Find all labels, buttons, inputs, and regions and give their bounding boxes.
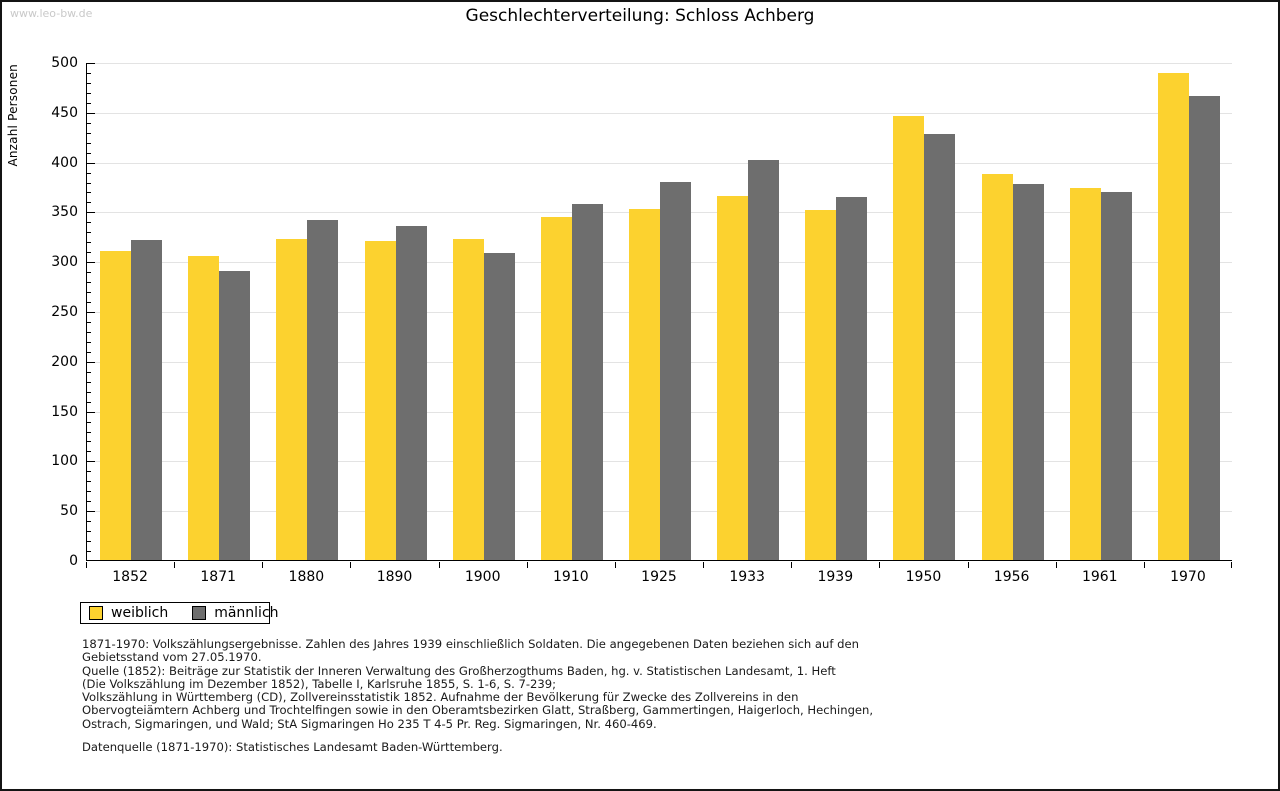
y-tick-label: 500 — [51, 55, 78, 71]
x-tick — [1144, 562, 1145, 568]
bar-männlich — [219, 271, 250, 560]
bar-group — [351, 63, 439, 560]
bar-weiblich — [717, 196, 748, 560]
watermark: www.leo-bw.de — [10, 7, 93, 20]
x-tick — [174, 562, 175, 568]
bar-group — [704, 63, 792, 560]
bar-group — [263, 63, 351, 560]
x-tick-label: 1933 — [729, 569, 765, 585]
bar-group — [1057, 63, 1145, 560]
bar-group — [969, 63, 1057, 560]
bar-männlich — [484, 253, 515, 560]
bar-männlich — [924, 134, 955, 560]
bar-weiblich — [629, 209, 660, 560]
bar-männlich — [307, 220, 338, 560]
footnote-line: Obervogteiämtern Achberg und Trochtelfingen sowie in den Oberamtsbezirken Glatt, Straßberg, Gammertingen, Haigerloch, Hechingen, — [82, 703, 874, 718]
bar-weiblich — [100, 251, 131, 560]
y-tick-label: 200 — [51, 353, 78, 370]
legend — [80, 602, 279, 624]
x-tick-label: 1871 — [200, 569, 237, 585]
bar-group — [616, 63, 704, 560]
y-tick-label: 300 — [51, 254, 78, 271]
bar-group — [792, 63, 880, 560]
maennlich-swatch-icon — [192, 606, 206, 620]
footnotes — [82, 638, 873, 754]
x-tick — [439, 562, 440, 568]
bar-männlich — [836, 197, 867, 560]
datasource-line: Datenquelle (1871-1970): Statistisches Landesamt Baden-Württemberg. — [82, 740, 503, 755]
bar-männlich — [1013, 184, 1044, 560]
y-axis-title: Anzahl Personen — [6, 64, 20, 167]
bar-group — [1145, 63, 1233, 560]
bar-group — [440, 63, 528, 560]
bar-männlich — [1101, 192, 1132, 560]
x-tick — [86, 562, 87, 568]
footnote-line: Volkszählung in Württemberg (CD), Zollvereinsstatistik 1852. Aufnahme der Bevölkerung für Zwecke des Zollvereins in den — [82, 690, 799, 705]
x-tick-label: 1939 — [817, 569, 854, 585]
x-tick — [350, 562, 351, 568]
bar-weiblich — [541, 217, 572, 560]
footnote-line: (Die Volkszählung im Dezember 1852), Tabelle I, Karlsruhe 1855, S. 1-6, S. 7-239; — [82, 676, 557, 691]
legend-item-maennlich — [192, 606, 278, 620]
legend-label-maennlich: männlich — [214, 605, 279, 621]
y-tick-label: 150 — [51, 403, 78, 420]
y-tick-label: 100 — [51, 453, 78, 470]
bar-group — [528, 63, 616, 560]
bar-group — [87, 63, 175, 560]
legend-item-weiblich — [89, 606, 168, 620]
x-tick — [615, 562, 616, 568]
bar-männlich — [660, 182, 691, 560]
bar-weiblich — [1070, 188, 1101, 561]
x-tick-label: 1852 — [112, 569, 148, 585]
bar-männlich — [131, 240, 162, 560]
x-tick — [791, 562, 792, 568]
bar-männlich — [748, 160, 779, 560]
footnote-line: Gebietsstand vom 27.05.1970. — [82, 650, 262, 665]
x-tick — [703, 562, 704, 568]
weiblich-swatch-icon — [89, 606, 103, 620]
bar-chart — [2, 2, 1278, 602]
y-tick-label: 350 — [51, 204, 78, 221]
chart-title: Geschlechterverteilung: Schloss Achberg — [465, 6, 815, 26]
x-tick — [968, 562, 969, 568]
bar-weiblich — [805, 210, 836, 560]
bar-weiblich — [1158, 73, 1189, 560]
x-tick-label: 1925 — [641, 569, 677, 585]
x-tick-label: 1961 — [1081, 569, 1118, 585]
bar-weiblich — [188, 256, 219, 560]
x-tick-label: 1956 — [993, 569, 1030, 585]
y-tick-label: 250 — [51, 304, 78, 320]
y-tick-label: 400 — [51, 154, 78, 171]
footnote-line: 1871-1970: Volkszählungsergebnisse. Zahlen des Jahres 1939 einschließlich Soldaten. Die angegebenen Daten beziehen sich auf den — [82, 637, 859, 651]
bar-weiblich — [365, 241, 396, 560]
bar-männlich — [396, 226, 427, 560]
bar-weiblich — [893, 116, 924, 560]
x-tick-label: 1890 — [376, 569, 413, 585]
y-tick-label: 0 — [69, 553, 78, 569]
x-tick — [262, 562, 263, 568]
x-tick — [1056, 562, 1057, 568]
y-tick-label: 50 — [60, 503, 78, 520]
bar-weiblich — [276, 239, 307, 560]
legend-label-weiblich: weiblich — [111, 605, 169, 621]
bar-group — [175, 63, 263, 560]
footnote-line: Quelle (1852): Beiträge zur Statistik der Inneren Verwaltung des Großherzogthums Baden, hg. v. Statistischen Landesamt, 1. Heft — [82, 663, 836, 678]
bar-weiblich — [982, 174, 1013, 560]
x-tick — [527, 562, 528, 568]
bar-männlich — [1189, 96, 1220, 560]
x-tick-label: 1900 — [464, 569, 501, 585]
bar-weiblich — [453, 239, 484, 560]
x-tick-label: 1970 — [1170, 569, 1206, 585]
x-tick-label: 1880 — [288, 569, 325, 585]
x-tick — [1231, 562, 1232, 568]
plot-area — [86, 63, 1232, 561]
x-tick-label: 1950 — [905, 569, 942, 585]
bar-group — [880, 63, 968, 560]
bar-männlich — [572, 204, 603, 560]
x-tick — [879, 562, 880, 568]
footnote-line: Ostrach, Sigmaringen, und Wald; StA Sigmaringen Ho 235 T 4-5 Pr. Reg. Sigmaringen, Nr. 460-469. — [82, 716, 657, 731]
x-tick-label: 1910 — [553, 569, 589, 585]
y-tick-label: 450 — [51, 104, 78, 121]
